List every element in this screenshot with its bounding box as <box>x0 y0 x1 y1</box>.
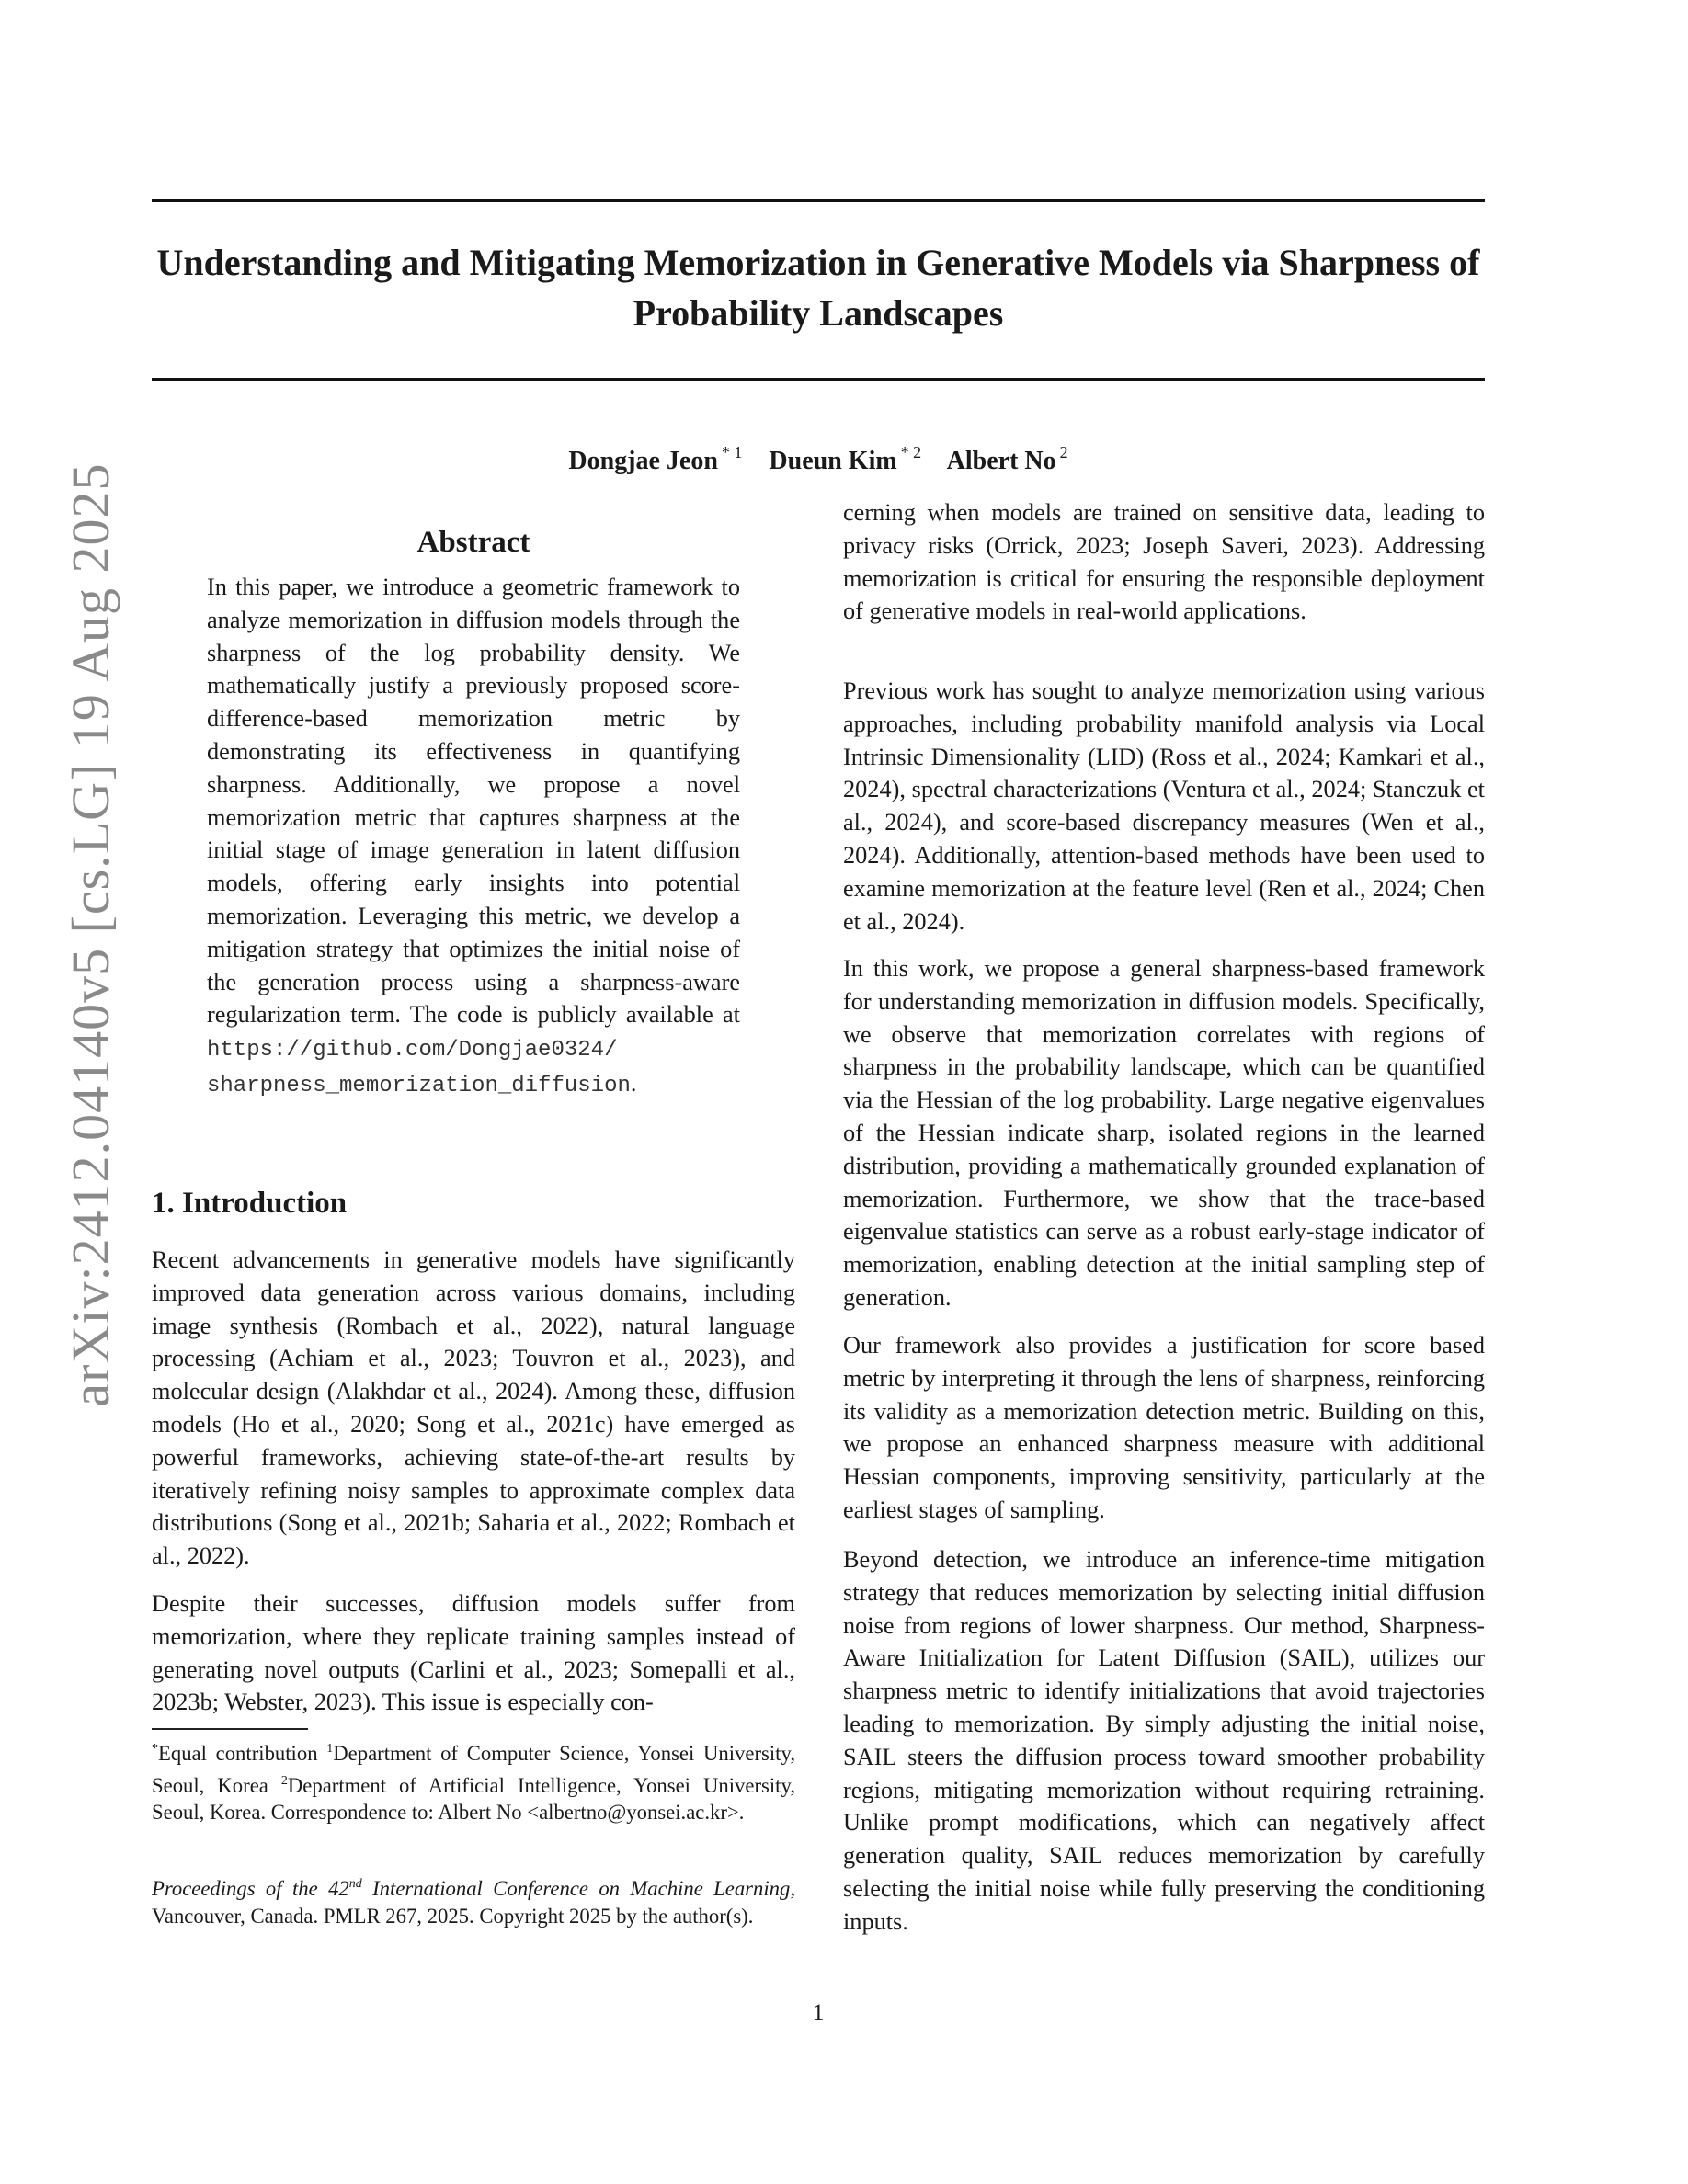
author-affiliation-mark: * 1 <box>721 443 743 461</box>
author-affiliation-mark: * 2 <box>900 443 922 461</box>
footnote-mark: 2 <box>280 1773 288 1788</box>
introduction-paragraph: Despite their successes, diffusion models suffer from memorization, where they replicate training samples instead of generating novel outputs (Carlini et al., 2023; Somepalli et al., 2023b; Webster, 2023). This issue is especially con- <box>152 1590 795 1716</box>
abstract-body <box>207 571 740 1103</box>
introduction-paragraph: Recent advancements in generative models have significantly improved data generation across various domains, including image synthesis (Rombach et al., 2022), natural language processing (Achiam et al., 2023; Touvron et al., 2023), and molecular design (Alakhdar et al., 2024). Among these, diffusion models (Ho et al., 2020; Song et al., 2021c) have emerged as powerful frameworks, achieving state-of-the-art results by iteratively refining noisy samples to approximate complex data distributions (Song et al., 2021b; Saharia et al., 2022; Rombach et al., 2022). <box>152 1246 795 1570</box>
code-url-line-2[interactable]: sharpness_memorization_diffusion <box>207 1073 631 1098</box>
proceedings-title-a: Proceedings of the <box>152 1877 318 1900</box>
footnote-rule <box>152 1728 308 1730</box>
body-paragraph: Beyond detection, we introduce an inference-time mitigation strategy that reduces memorization by selecting initial diffusion noise from regions of lower sharpness. Our method, Sharpness-Aware Initialization for Latent Diffusion (SAIL), utilizes our sharpness metric to identify initializations that avoid trajectories leading to memorization. By simply adjusting the initial noise, SAIL steers the diffusion process toward smoother probability regions, mitigating memorization without requiring retraining. Unlike prompt modifications, which can negatively affect generation quality, SAIL reduces memorization by carefully selecting the initial noise while fully preserving the conditioning inputs. <box>843 1546 1485 1935</box>
body-paragraph: cerning when models are trained on sensitive data, leading to privacy risks (Orrick, 2023; Joseph Saveri, 2023). Addressing memorization is critical for ensuring the responsible deployment of generative models in real-world applications. <box>843 499 1485 625</box>
body-paragraph: Previous work has sought to analyze memorization using various approaches, including probability manifold analysis via Local Intrinsic Dimensionality (LID) (Ross et al., 2024; Kamkari et al., 2024), spectral characterizations (Ventura et al., 2024; Stanczuk et al., 2024), and score-based discrepancy measures (Wen et al., 2024). Additionally, attention-based methods have been used to examine memorization at the feature level (Ren et al., 2024; Chen et al., 2024). <box>843 677 1485 935</box>
code-url-line-1[interactable]: https://github.com/Dongjae0324/ <box>207 1038 618 1064</box>
author-name: Albert No <box>946 447 1056 475</box>
footnote-equal-contribution: Equal contribution <box>158 1742 318 1765</box>
arxiv-identifier-stamp: arXiv:2412.04140v5 [cs.LG] 19 Aug 2025 <box>61 462 120 1407</box>
proceedings-title-b: International Conference on Machine Learning <box>372 1877 791 1900</box>
author-affiliation-mark: 2 <box>1059 443 1068 461</box>
proceedings-ordinal-suffix: nd <box>348 1877 362 1891</box>
footnote-affiliation-2: Department of Artificial Intelligence, Yonsei University, Seoul, Korea. Correspondence to: Albert No <albertno@yonsei.ac.kr>. <box>152 1773 795 1824</box>
proceedings-ordinal: 42 <box>328 1877 349 1900</box>
body-paragraph: Our framework also provides a justification for score based metric by interpreting it through the lens of sharpness, reinforcing its validity as a memorization detection metric. Building on this, we propose an enhanced sharpness measure with additional Hessian components, improving sensitivity, particularly at the earliest stages of sampling. <box>843 1332 1485 1523</box>
title-rule-top <box>152 199 1485 202</box>
footnote-affiliation-1: Department of Computer Science, Yonsei University, Seoul, Korea <box>152 1742 795 1797</box>
author-name: Dongjae Jeon <box>568 447 718 475</box>
title-rule-bottom <box>152 378 1485 381</box>
abstract-text: In this paper, we introduce a geometric framework to analyze memorization in diffusion models through the sharpness of the log probability density. We mathematically justify a previously proposed score-difference-based memorization metric by demonstrating its effectiveness in quantifying sharpness. Additionally, we propose a novel memorization metric that captures sharpness at the initial stage of image generation in latent diffusion models, offering early insights into potential memorization. Leveraging this metric, we develop a mitigation strategy that optimizes the initial noise of the generation process using a sharpness-aware regularization term. The code is publicly available at <box>207 574 740 1029</box>
abstract-heading: Abstract <box>416 526 530 559</box>
proceedings-note <box>152 1871 795 1929</box>
footnote-mark: * <box>152 1742 158 1756</box>
page-number: 1 <box>812 1999 825 2026</box>
author-name: Dueun Kim <box>769 447 897 475</box>
author-list <box>152 434 1485 480</box>
introduction-heading: 1. Introduction <box>152 1187 348 1220</box>
code-url-end: . <box>630 1069 637 1097</box>
affiliation-footnote <box>152 1735 795 1826</box>
proceedings-rest: , Vancouver, Canada. PMLR 267, 2025. Copyright 2025 by the author(s). <box>152 1877 796 1928</box>
paper-title: Understanding and Mitigating Memorization in Generative Models via Sharpness of Probability Landscapes <box>156 242 1480 334</box>
footnote-mark: 1 <box>326 1742 334 1756</box>
body-paragraph: In this work, we propose a general sharpness-based framework for understanding memorization in diffusion models. Specifically, we observe that memorization correlates with regions of sharpness in the probability landscape, which can be quantified via the Hessian of the log probability. Large negative eigenvalues of the Hessian indicate sharp, isolated regions in the learned distribution, providing a mathematically grounded explanation of memorization. Furthermore, we show that the trace-based eigenvalue statistics can serve as a robust early-stage indicator of memorization, enabling detection at the initial sampling step of generation. <box>843 955 1485 1311</box>
